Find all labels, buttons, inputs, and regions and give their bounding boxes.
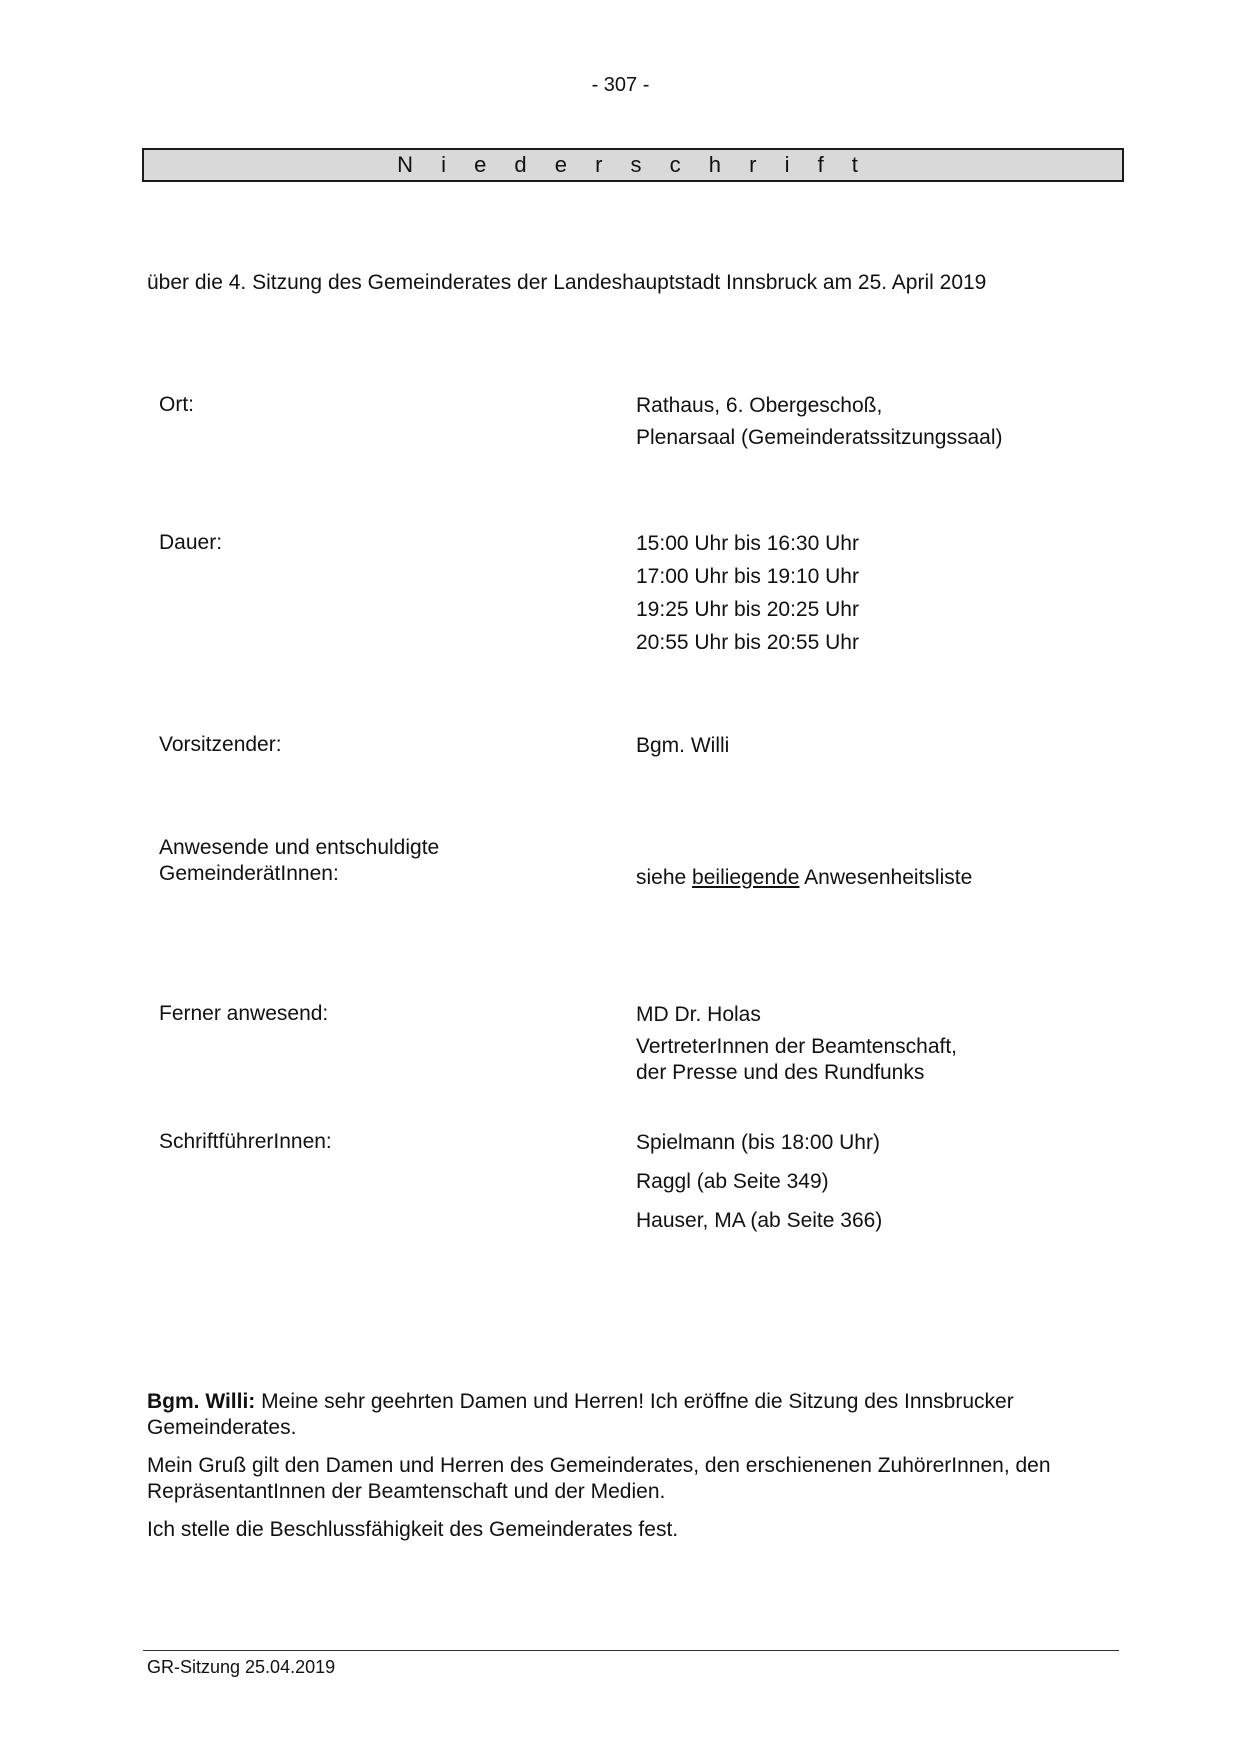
ferner-value-line-2: VertreterInnen der Beamtenschaft, — [636, 1035, 958, 1058]
schriftfuehrer-label: SchriftführerInnen: — [159, 1130, 332, 1153]
anwesende-value-prefix: siehe — [636, 866, 687, 889]
page-number: - 307 - — [591, 74, 650, 96]
schriftfuehrer-value-line-3: Hauser, MA (ab Seite 366) — [636, 1209, 883, 1232]
ferner-label: Ferner anwesend: — [159, 1002, 329, 1025]
intro-line: über die 4. Sitzung des Gemeinderates der Landeshauptstadt Innsbruck am 25. April 2019 — [147, 271, 987, 294]
ort-label: Ort: — [159, 393, 194, 416]
anwesende-value-suffix: Anwesenheitsliste — [804, 866, 973, 889]
speech-paragraph-1-text: Meine sehr geehrten Damen und Herren! Ich eröffne die Sitzung des Innsbrucker Gemeinderates. — [147, 1390, 1014, 1439]
footer-text: GR-Sitzung 25.04.2019 — [147, 1657, 336, 1677]
dauer-value-line-2: 17:00 Uhr bis 19:10 Uhr — [636, 565, 859, 588]
ferner-value-line-3: der Presse und des Rundfunks — [636, 1061, 925, 1084]
speech-paragraph-2: Mein Gruß gilt den Damen und Herren des Gemeinderates, den erschienenen ZuhörerInnen, den RepräsentantInnen der Beamtenschaft und der Medien. — [147, 1454, 1051, 1503]
dauer-label: Dauer: — [159, 531, 223, 554]
dauer-value-line-4: 20:55 Uhr bis 20:55 Uhr — [636, 631, 859, 654]
ferner-value-line-1: MD Dr. Holas — [636, 1003, 761, 1026]
schriftfuehrer-value-line-1: Spielmann (bis 18:00 Uhr) — [636, 1131, 880, 1154]
ort-value-line-2: Plenarsaal (Gemeinderatssitzungssaal) — [636, 426, 1003, 449]
vorsitzender-value: Bgm. Willi — [636, 734, 730, 757]
anwesende-value — [636, 862, 972, 894]
ort-value-line-1: Rathaus, 6. Obergeschoß, — [636, 394, 883, 417]
speech-paragraph-1 — [147, 1389, 1107, 1441]
anwesende-label-line-1: Anwesende und entschuldigte — [159, 836, 440, 859]
beiliegende-link: beiliegende — [692, 866, 800, 889]
schriftfuehrer-value-line-2: Raggl (ab Seite 349) — [636, 1170, 829, 1193]
footer-divider — [143, 1650, 1119, 1651]
dauer-value-line-3: 19:25 Uhr bis 20:25 Uhr — [636, 598, 859, 621]
speech-paragraph-3: Ich stelle die Beschlussfähigkeit des Gemeinderates fest. — [147, 1518, 679, 1541]
anwesende-label-line-2: GemeinderätInnen: — [159, 862, 339, 885]
document-title: N i e d e r s c h r i f t — [142, 148, 1124, 182]
dauer-value-line-1: 15:00 Uhr bis 16:30 Uhr — [636, 532, 859, 555]
speaker-name: Bgm. Willi: — [147, 1390, 256, 1413]
vorsitzender-label: Vorsitzender: — [159, 733, 282, 756]
